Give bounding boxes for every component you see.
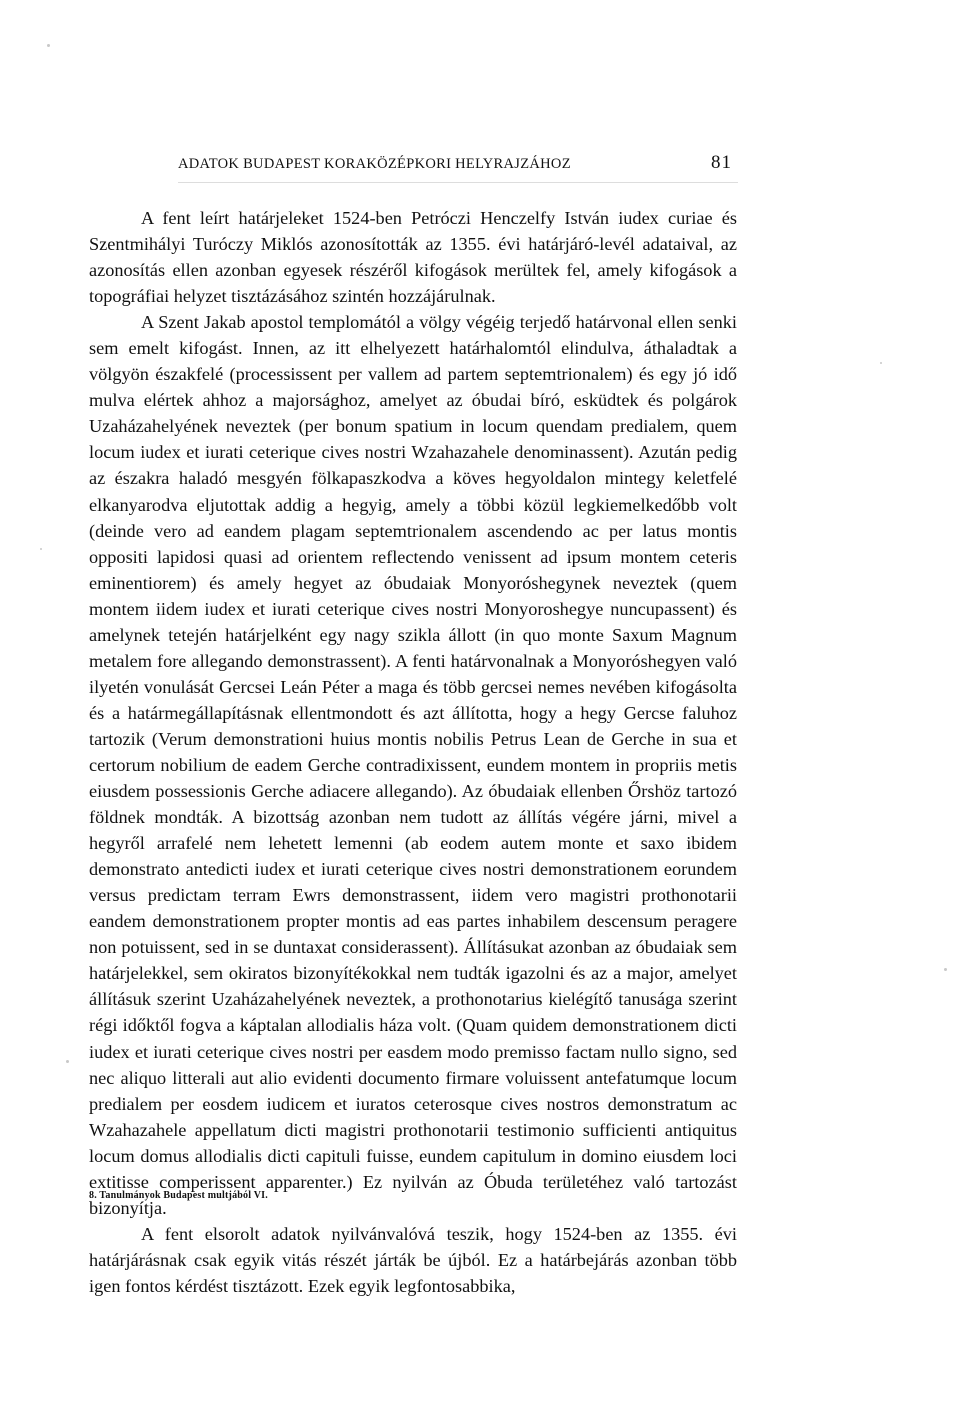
scan-speck	[66, 1060, 69, 1063]
header-divider	[178, 182, 738, 183]
paragraph: A fent elsorolt adatok nyilvánvalóvá teszik, hogy 1524-ben az 1355. évi határjárásnak csak egyik vitás részét járták be újból. Ez a határbejárás azonban több igen fontos kérdést tisztázott. Ezek egyik legfontosabbika,	[89, 1223, 737, 1296]
scan-speck	[40, 548, 42, 550]
scan-speck	[47, 44, 50, 47]
running-header: ADATOK BUDAPEST KORAKÖZÉPKORI HELYRAJZÁHOZ	[178, 156, 571, 172]
scan-speck	[944, 968, 947, 971]
signature-footer: 8. Tanulmányok Budapest multjából VI.	[89, 1190, 268, 1201]
scan-speck	[880, 362, 882, 364]
paragraph: A fent leírt határjeleket 1524-ben Petróczi Henczelfy István iudex curiae és Szentmihályi Turóczy Miklós azonosították az 1355. évi határjáró-levél adataival, az azonosítás ellen azonban egyesek részéről kifogások merültek fel, amely kifogások a topográfiai helyzet tisztázásához szintén hozzájárulnak.	[89, 208, 737, 307]
paragraph: A Szent Jakab apostol templomától a völgy végéig terjedő határvonal ellen senki sem emelt kifogást. Innen, az itt elhelyezett határhalomtól elindulva, áthaladtak a völgyön északfelé (processissent per vallem ad partem septemtrionalem) és egy jó idő mulva elértek ahhoz a majorsághoz, amelyet az óbudai bíró, esküdtek és polgárok Uzaházahelyének neveztek (per bonum spatium in locum quendam predialem, quem locum iudex et iurati ceterique cives nostri Wzahazahele denominassent). Azután pedig az északra haladó mesgyén fölkapaszkodva a köves hegyoldalon mintegy keletfelé elkanyarodva eljutottak addig a hegyig, amely a többi közül legkiemelkedőbb volt (deinde vero ad eandem plagam septemtrionalem ascendendo ac per latus montis oppositi lapidosi quasi ad orientem reflectendo venissent ad ipsum montem ceteris eminentiorem) és amely hegyet az óbudaiak Monyoróshegynek neveztek (quem montem iidem iudex et iurati ceterique cives nostri Monyoroshegye nuncupassent) és amelynek tetején határjelként egy nagy szikla állott (in quo monte Saxum Magnum metalem fore allegando demonstrassent). A fenti határvonalnak a Monyoróshegyen való ilyetén vonulását Gercsei Leán Péter a maga és több gercsei nemes nevében kifogásolta és a határmegállapításnak ellentmondott és azt állította, hogy a hegy Gercse faluhoz tartozik (Verum demonstrationi huius montis nobilis Petrus Lean de Gerche in sua et certorum nobilium de eadem Gerche contradixissent, eundem montem in propriis metis eiusdem possessionis Gerche adiacere allegando). Az óbudaiak ellenben Őrshöz tartozó földnek mondták. A bizottság azonban nem tudott az állítás végére járni, mivel a hegyről arrafelé nem lehetett lemenni (ab eodem autem monte et saxo ibidem demonstrato antedicti iudex et iurati ceterique cives nostri demonstrationem eorundem versus predictam terram Ewrs demonstrassent, iidem vero magistri prothonotarii eandem demonstrationem propter montis ad eas partes inhabilem descensum peragere non potuissent, sed in se duntaxat considerassent). Állításukat azonban az óbudaiak sem határjelekkel, sem okiratos bizonyítékokkal nem tudták igazolni és az a major, amelyet állításuk szerint Uzaházahelyének neveztek, a prothonotarius kielégítő tanusága szerint régi időktől fogva a káptalan allodialis háza volt. (Quam quidem demonstrationem dicti iudex et iurati ceterique cives nostri per easdem modo premisso factam nullo signo, sed nec aliquo litterali aut alio evidenti documento firmare voluissent antefatumque locum predialem per eosdem iudicem et iuratos ceterosque cives nostros demonstratum ac Wzahazahele appellatum dicti magistri prothonotarii testimonio sufficienti antiquitus locum domus allodialis dicti capituli fuisse, eundem capitulum in domino eiusdem loci extitisse comperissent apparenter.) Ez nyilván az Óbuda területéhez való tartozást bizonyítja.	[89, 312, 737, 1218]
page-body	[89, 205, 737, 1299]
page-number: 81	[711, 152, 732, 173]
